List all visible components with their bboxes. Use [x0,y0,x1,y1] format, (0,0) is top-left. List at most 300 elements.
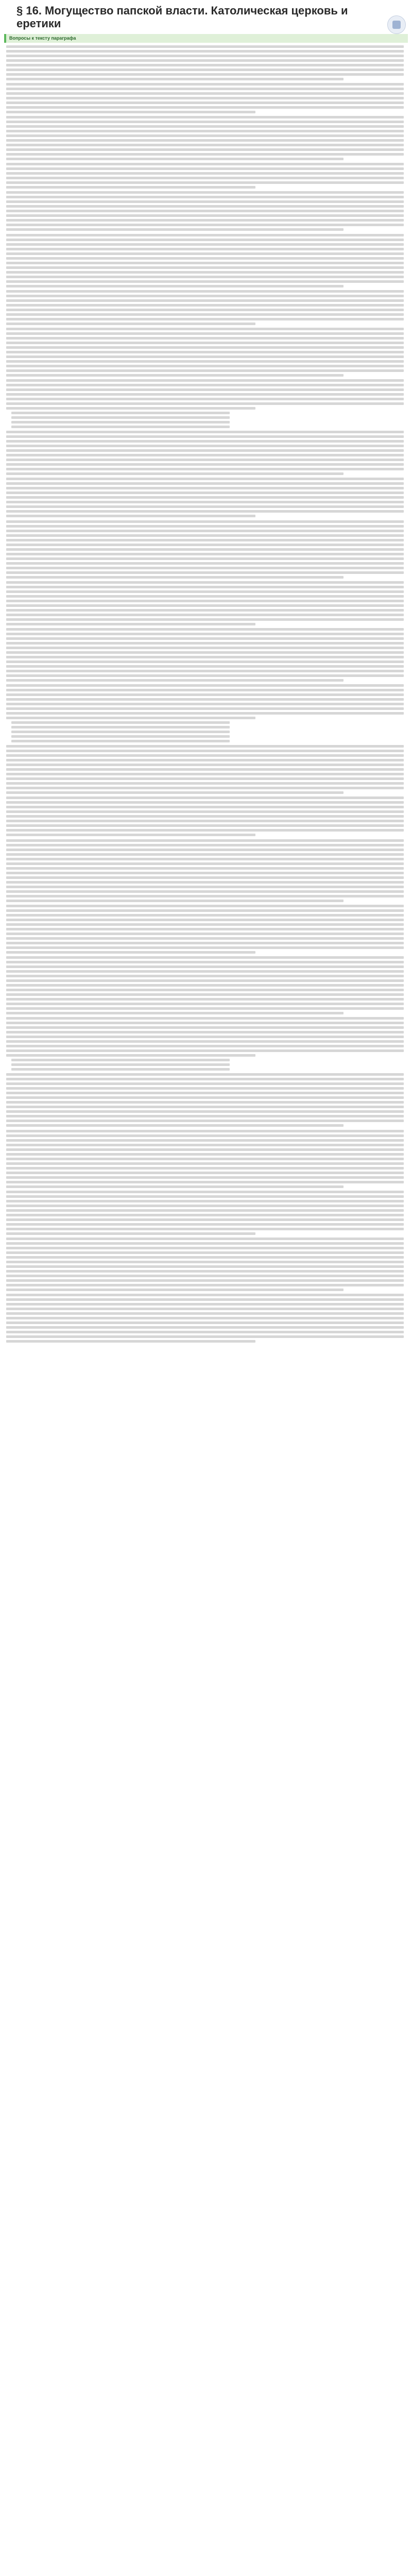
text-line-placeholder [6,1101,404,1104]
text-line-placeholder [6,604,404,607]
text-line-placeholder [6,130,404,132]
text-line-placeholder [6,544,404,546]
text-line-placeholder [6,946,404,949]
text-line-placeholder [6,1110,404,1113]
text-line-placeholder [6,59,404,62]
text-line-placeholder [6,768,404,771]
text-line-placeholder [6,1040,404,1043]
text-line-placeholder [6,111,255,113]
text-line-placeholder [6,64,404,66]
text-line-placeholder [6,1279,404,1282]
text-line-placeholder [6,796,404,799]
text-line-placeholder [6,1317,404,1319]
page-title: § 16. Могущество папской власти. Католическая церковь и еретики [16,4,348,30]
answer-paragraph [6,1073,408,1127]
text-line-placeholder [6,295,404,297]
answer-paragraph [6,83,408,113]
text-line-placeholder [6,186,255,189]
text-line-placeholder [6,440,404,443]
text-line-placeholder [6,1124,344,1127]
text-line-placeholder [6,609,404,612]
text-line-placeholder [6,318,404,320]
text-line-placeholder [6,919,404,921]
text-line-placeholder [6,214,404,217]
text-line-placeholder [6,1087,404,1090]
text-line-placeholder [6,239,404,241]
text-line-placeholder [6,73,404,76]
text-line-placeholder [6,116,404,118]
text-line-placeholder [6,1031,404,1033]
text-line-placeholder [6,820,404,822]
text-line-placeholder [6,463,404,466]
bullet-item-placeholder [11,721,230,724]
text-line-placeholder [6,801,404,804]
text-line-placeholder [6,539,404,541]
text-line-placeholder [6,1200,404,1202]
text-line-placeholder [6,323,255,325]
text-line-placeholder [6,257,404,260]
answer-paragraph [6,1017,408,1057]
text-line-placeholder [6,858,404,860]
text-line-placeholder [6,492,404,494]
text-line-placeholder [6,1158,404,1160]
text-line-placeholder [6,562,404,565]
text-line-placeholder [6,909,404,912]
text-line-placeholder [6,1331,404,1333]
answer-paragraph [6,431,408,475]
text-line-placeholder [6,1012,344,1014]
text-line-placeholder [6,525,404,528]
text-line-placeholder [6,656,404,658]
text-line-placeholder [6,595,404,598]
text-line-placeholder [6,633,404,635]
text-line-placeholder [6,849,404,851]
text-line-placeholder [6,69,404,71]
answer-paragraph [6,116,408,160]
text-line-placeholder [6,905,404,907]
text-line-placeholder [6,586,404,588]
answer-paragraph [6,839,408,902]
text-line-placeholder [6,1106,404,1108]
text-line-placeholder [6,862,404,865]
text-line-placeholder [6,1275,404,1277]
answer-paragraph [6,520,408,579]
section [4,1130,408,1343]
text-line-placeholder [6,454,404,456]
text-line-placeholder [6,472,344,475]
document-body [4,34,408,1343]
text-line-placeholder [6,243,404,246]
text-line-placeholder [6,693,404,696]
bullet-item-placeholder [11,735,230,738]
text-line-placeholder [6,717,255,719]
text-line-placeholder [6,754,404,757]
text-line-placeholder [6,398,404,400]
text-line-placeholder [6,1185,344,1188]
text-line-placeholder [6,1139,404,1142]
text-line-placeholder [6,1261,404,1263]
answer-paragraph [6,684,408,719]
text-line-placeholder [6,970,404,973]
text-line-placeholder [6,78,344,80]
text-line-placeholder [6,1026,404,1029]
text-line-placeholder [6,829,404,832]
text-line-placeholder [6,759,404,761]
text-line-placeholder [6,219,404,222]
text-line-placeholder [6,496,404,499]
text-line-placeholder [6,1022,404,1024]
text-line-placeholder [6,1078,404,1080]
text-line-placeholder [6,1298,404,1301]
bullet-item-placeholder [11,421,230,423]
text-line-placeholder [6,745,404,748]
bullet-list [11,1059,408,1071]
text-line-placeholder [6,407,255,410]
text-line-placeholder [6,468,404,470]
section [4,234,408,517]
text-line-placeholder [6,923,404,926]
text-line-placeholder [6,1130,404,1132]
text-line-placeholder [6,205,404,208]
text-line-placeholder [6,1205,404,1207]
text-line-placeholder [6,1167,404,1170]
bullet-list [11,721,408,742]
text-line-placeholder [6,285,344,287]
text-line-placeholder [6,280,404,283]
text-line-placeholder [6,1003,404,1005]
text-line-placeholder [6,553,404,555]
bullet-item-placeholder [11,740,230,742]
bullet-item-placeholder [11,416,230,419]
text-line-placeholder [6,576,344,579]
text-line-placeholder [6,445,404,447]
text-line-placeholder [6,365,404,367]
text-line-placeholder [6,388,404,391]
text-line-placeholder [6,886,404,888]
text-line-placeholder [6,810,404,813]
text-line-placeholder [6,1270,404,1273]
text-line-placeholder [6,1238,404,1240]
text-line-placeholder [6,224,404,226]
text-line-placeholder [6,139,404,142]
text-line-placeholder [6,196,404,198]
text-line-placeholder [6,290,404,293]
text-line-placeholder [6,515,255,517]
text-line-placeholder [6,998,404,1001]
text-line-placeholder [6,872,404,874]
text-line-placeholder [6,262,404,264]
text-line-placeholder [6,384,404,386]
answer-paragraph [6,745,408,794]
text-line-placeholder [6,1144,404,1146]
bullet-item-placeholder [11,1068,230,1071]
text-line-placeholder [6,951,255,954]
text-line-placeholder [6,144,404,146]
text-line-placeholder [6,750,404,752]
text-line-placeholder [6,933,404,935]
text-line-placeholder [6,1326,404,1329]
bullet-item-placeholder [11,1059,230,1061]
text-line-placeholder [6,1082,404,1085]
text-line-placeholder [6,1308,404,1310]
text-line-placeholder [6,961,404,963]
text-line-placeholder [6,252,404,255]
text-line-placeholder [6,177,404,179]
text-line-placeholder [6,928,404,930]
text-line-placeholder [6,712,404,715]
text-line-placeholder [6,1148,404,1151]
answer-paragraph [6,163,408,189]
text-line-placeholder [6,435,404,438]
text-line-placeholder [6,834,255,836]
text-line-placeholder [6,1223,404,1226]
text-line-placeholder [6,618,404,621]
text-line-placeholder [6,839,404,842]
text-line-placeholder [6,1265,404,1268]
text-line-placeholder [6,304,404,307]
text-line-placeholder [6,895,404,897]
text-line-placeholder [6,890,404,893]
text-line-placeholder [6,815,404,818]
section [4,520,408,836]
text-line-placeholder [6,172,404,175]
text-line-placeholder [6,989,404,991]
text-line-placeholder [6,623,255,625]
text-line-placeholder [6,337,404,340]
text-line-placeholder [6,642,404,645]
text-line-placeholder [6,1092,404,1094]
text-line-placeholder [6,342,404,344]
answer-paragraph [6,45,408,80]
text-line-placeholder [6,1214,404,1216]
text-line-placeholder [6,449,404,452]
text-line-placeholder [6,689,404,691]
text-line-placeholder [6,510,404,513]
answer-paragraph [6,581,408,625]
text-line-placeholder [6,1120,404,1122]
text-line-placeholder [6,670,404,672]
section [4,839,408,1127]
text-line-placeholder [6,590,404,593]
text-line-placeholder [6,993,404,996]
text-line-placeholder [6,900,344,902]
text-line-placeholder [6,1232,255,1235]
answer-paragraph [6,379,408,410]
text-line-placeholder [6,1115,404,1117]
bullet-item-placeholder [11,731,230,733]
text-line-placeholder [6,210,404,212]
text-line-placeholder [6,1134,404,1137]
text-line-placeholder [6,148,404,151]
text-line-placeholder [6,844,404,846]
text-line-placeholder [6,1228,404,1230]
text-line-placeholder [6,1162,404,1165]
text-line-placeholder [6,332,404,335]
text-line-placeholder [6,806,404,808]
text-line-placeholder [6,674,404,677]
text-line-placeholder [6,1153,404,1156]
text-line-placeholder [6,600,404,602]
text-line-placeholder [6,942,404,944]
text-line-placeholder [6,234,404,236]
text-line-placeholder [6,328,404,330]
answer-paragraph [6,796,408,836]
text-line-placeholder [6,571,404,574]
text-line-placeholder [6,881,404,884]
answer-paragraph [6,1294,408,1343]
text-line-placeholder [6,45,404,48]
text-line-placeholder [6,684,404,687]
text-line-placeholder [6,55,404,57]
answer-paragraph [6,478,408,517]
text-line-placeholder [6,1191,404,1193]
text-line-placeholder [6,191,404,194]
text-line-placeholder [6,1312,404,1315]
text-line-placeholder [6,97,404,99]
bullet-item-placeholder [11,412,230,414]
text-line-placeholder [6,299,404,302]
text-line-placeholder [6,956,404,959]
answer-paragraph [6,290,408,325]
text-line-placeholder [6,581,404,584]
text-line-placeholder [6,1209,404,1212]
text-line-placeholder [6,393,404,396]
text-line-placeholder [6,853,404,856]
text-line-placeholder [6,777,404,780]
answer-paragraph [6,1238,408,1291]
section [4,34,408,231]
text-line-placeholder [6,1251,404,1254]
text-line-placeholder [6,1242,404,1245]
text-line-placeholder [6,1181,404,1183]
text-line-placeholder [6,698,404,701]
text-line-placeholder [6,266,404,269]
answer-paragraph [6,191,408,231]
text-line-placeholder [6,167,404,170]
answer-paragraph [6,905,408,954]
text-line-placeholder [6,153,404,156]
text-line-placeholder [6,1195,404,1198]
text-line-placeholder [6,200,404,203]
answer-paragraph [6,328,408,377]
document-icon [387,15,406,34]
text-line-placeholder [6,478,404,480]
answer-paragraph [6,234,408,287]
text-line-placeholder [6,876,404,879]
text-line-placeholder [6,271,404,274]
answer-paragraph [6,1130,408,1188]
bullet-list [11,412,408,428]
text-line-placeholder [6,707,404,710]
text-line-placeholder [6,520,404,523]
text-line-placeholder [6,1340,255,1343]
text-line-placeholder [6,1335,404,1338]
text-line-placeholder [6,1007,404,1010]
text-line-placeholder [6,313,404,316]
text-line-placeholder [6,937,404,940]
bullet-item-placeholder [11,426,230,428]
text-line-placeholder [6,402,404,405]
answer-paragraph [6,1191,408,1235]
text-line-placeholder [6,975,404,977]
text-line-placeholder [6,163,404,165]
text-line-placeholder [6,431,404,433]
text-line-placeholder [6,360,404,363]
text-line-placeholder [6,101,404,104]
answer-paragraph [6,956,408,1014]
text-line-placeholder [6,1176,404,1179]
text-line-placeholder [6,83,404,86]
text-line-placeholder [6,660,404,663]
bullet-item-placeholder [11,726,230,728]
text-line-placeholder [6,1054,255,1057]
text-line-placeholder [6,1172,404,1174]
answer-paragraph [6,628,408,682]
text-line-placeholder [6,965,404,968]
text-line-placeholder [6,346,404,349]
text-line-placeholder [6,651,404,654]
text-line-placeholder [6,787,404,789]
text-line-placeholder [6,88,404,90]
text-line-placeholder [6,1256,404,1259]
text-line-placeholder [6,782,404,785]
bullet-item-placeholder [11,1063,230,1066]
text-line-placeholder [6,1284,404,1286]
text-line-placeholder [6,764,404,766]
text-line-placeholder [6,534,404,537]
text-line-placeholder [6,309,404,311]
text-line-placeholder [6,121,404,123]
text-line-placeholder [6,92,404,95]
text-line-placeholder [6,459,404,461]
text-line-placeholder [6,628,404,631]
text-line-placeholder [6,374,344,377]
text-line-placeholder [6,501,404,503]
text-line-placeholder [6,1036,404,1038]
text-line-placeholder [6,181,404,184]
text-line-placeholder [6,679,344,682]
text-line-placeholder [6,228,344,231]
text-line-placeholder [6,637,404,640]
text-line-placeholder [6,1289,344,1291]
text-line-placeholder [6,557,404,560]
text-line-placeholder [6,614,404,616]
text-line-placeholder [6,867,404,870]
section-header: Вопросы к тексту параграфа [4,34,408,43]
text-line-placeholder [6,482,404,485]
text-line-placeholder [6,665,404,668]
text-line-placeholder [6,1247,404,1249]
text-line-placeholder [6,567,404,569]
text-line-placeholder [6,1017,404,1020]
text-line-placeholder [6,773,404,775]
text-line-placeholder [6,487,404,489]
text-line-placeholder [6,791,344,794]
text-line-placeholder [6,647,404,649]
text-line-placeholder [6,1073,404,1076]
text-line-placeholder [6,106,404,109]
text-line-placeholder [6,355,404,358]
text-line-placeholder [6,979,404,982]
text-line-placeholder [6,824,404,827]
text-line-placeholder [6,351,404,353]
text-line-placeholder [6,703,404,705]
text-line-placeholder [6,1303,404,1306]
text-line-placeholder [6,1218,404,1221]
text-line-placeholder [6,369,404,372]
text-line-placeholder [6,248,404,250]
text-line-placeholder [6,158,344,160]
